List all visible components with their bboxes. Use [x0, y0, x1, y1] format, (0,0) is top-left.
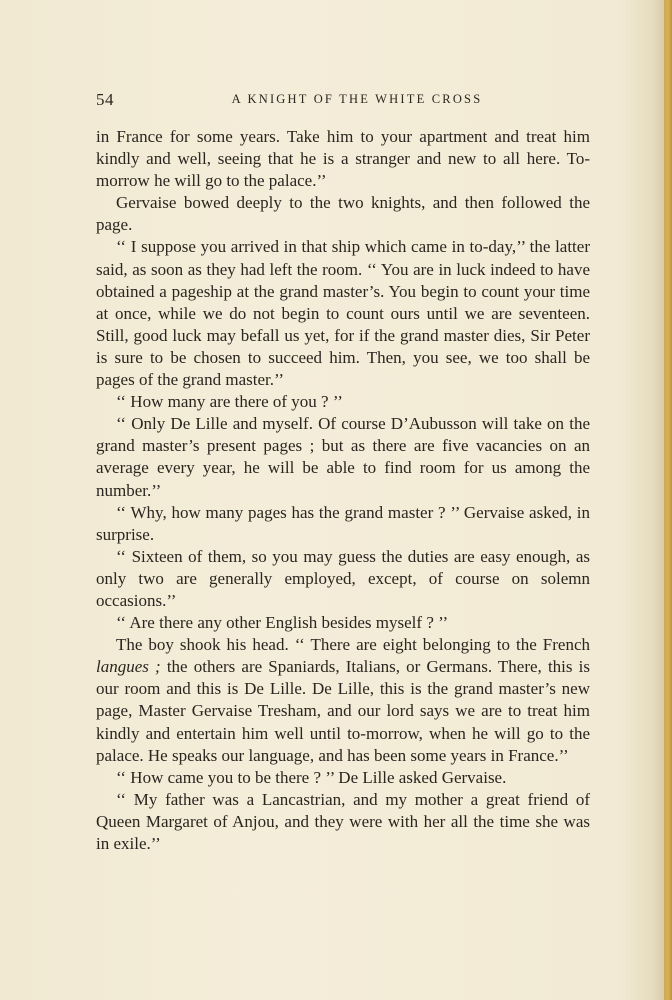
paragraph-text: the others are Spaniards, Italians, or Germans. There, this is our room and this is De Lille. De Lille, this is the grand master’s new page, Master Gervaise Tresham, and our lord says we are to treat him kindly and entertain him well until to-morrow, when he will go to the palace. He speaks our language, and has been some years in France.’’: [96, 657, 590, 765]
paragraph: Gervaise bowed deeply to the two knights, and then followed the page.: [96, 193, 590, 235]
page-gilt-edge: [664, 0, 672, 1000]
paragraph: ‘‘ Why, how many pages has the grand master ? ’’ Gervaise asked, in surprise.: [96, 502, 590, 544]
running-head: [96, 90, 590, 114]
paragraph: ‘‘ How many are there of you ? ’’: [116, 392, 343, 412]
body-text: [96, 126, 590, 855]
paragraph: ‘‘ My father was a Lancastrian, and my mother a great friend of Queen Margaret of Anjou, and they were with her all the time she was in exile.’’: [96, 789, 590, 853]
italic-term: langues ;: [96, 657, 161, 677]
paragraph: ‘‘ Only De Lille and myself. Of course D’Aubusson will take on the grand master’s present pages ; but as there are five vacancies on an average every year, he will be able to find room for us among the number.’’: [96, 414, 590, 500]
paragraph: ‘‘ Sixteen of them, so you may guess the duties are easy enough, as only two are generally employed, except, of course on solemn occasions.’’: [96, 546, 590, 610]
paragraph: in France for some years. Take him to your apartment and treat him kindly and well, seeing that he is a stranger and new to all here. To-morrow he will go to the palace.’’: [96, 127, 590, 191]
paragraph: ‘‘ Are there any other English besides myself ? ’’: [116, 613, 449, 633]
paragraph: ‘‘ How came you to be there ? ’’ De Lille asked Gervaise.: [116, 767, 507, 787]
page-number: 54: [96, 90, 114, 109]
paragraph: [96, 634, 590, 767]
paragraph: ‘‘ I suppose you arrived in that ship which came in to-day,’’ the latter said, as soon as they had left the room. ‘‘ You are in luck indeed to have obtained a pageship at the grand master’s. You begin to count your time at once, while we do not begin to count ours until we are seventeen. Still, good luck may befall us yet, for if the grand master dies, Sir Peter is sure to be chosen to succeed him. Then, you see, we too shall be pages of the grand master.’’: [96, 237, 590, 390]
paragraph-text: The boy shook his head. ‘‘ There are eight belonging to the French: [116, 635, 590, 655]
book-title: A KNIGHT OF THE WHITE CROSS: [231, 92, 483, 106]
